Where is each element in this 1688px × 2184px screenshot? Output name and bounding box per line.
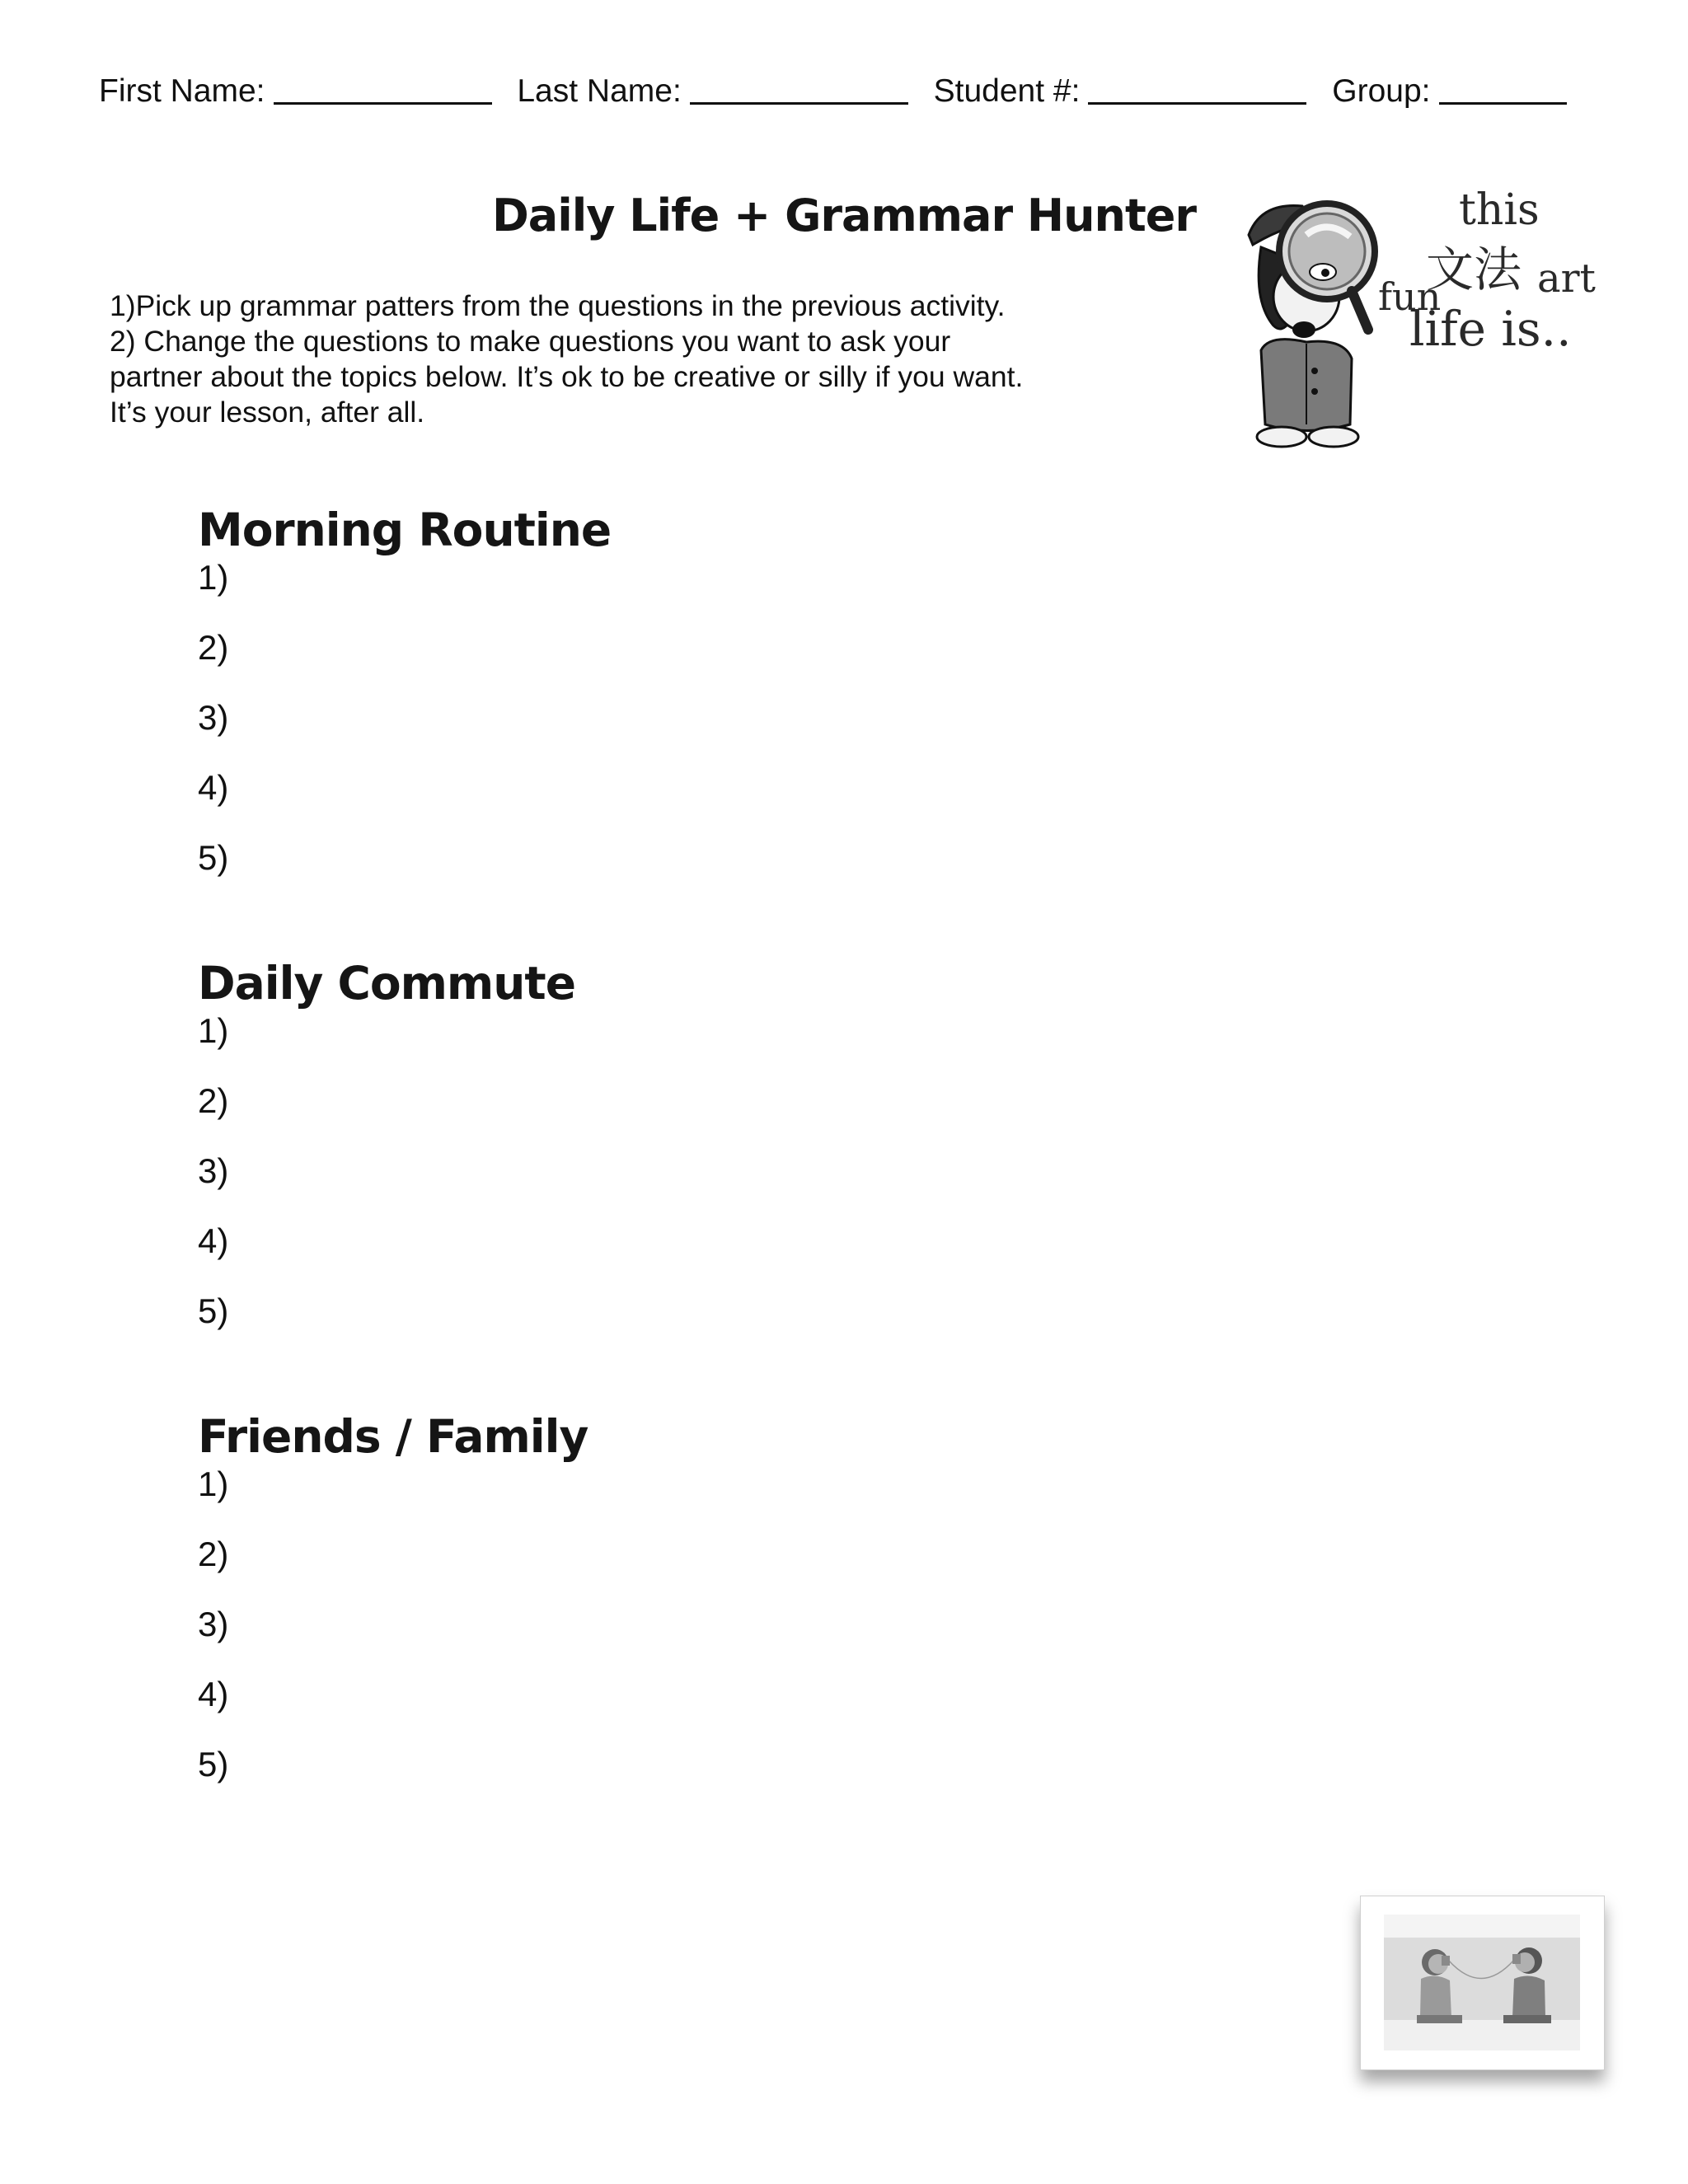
instructions [110,288,1181,430]
instruction-line: 2) Change the questions to make questions you want to ask your [110,325,951,358]
first-name-blank[interactable] [274,73,492,105]
student-number-blank[interactable] [1088,73,1306,105]
group-label: Group: [1332,73,1431,109]
question-item: 2) [198,1081,229,1120]
children-tin-can-phone-icon [1384,1915,1580,2050]
mascot-word-this: this [1459,185,1540,235]
section-title: Friends / Family [198,1410,588,1463]
question-item: 4) [198,768,229,807]
instruction-line: 1)Pick up grammar patters from the questions in the previous activity. [110,289,1006,322]
question-item: 1) [198,1465,229,1503]
mascot-word-art: art [1537,255,1596,302]
question-item: 5) [198,1745,229,1783]
detective-dog-icon [1228,185,1393,457]
section-daily-commute [198,956,575,1361]
question-item: 3) [198,1605,229,1643]
question-item: 1) [198,558,229,597]
first-name-field[interactable] [99,73,492,110]
page-title: Daily Life + Grammar Hunter [491,190,1197,241]
question-item: 5) [198,838,229,877]
section-friends-family [198,1409,588,1814]
student-info-row [99,73,1582,110]
last-name-blank[interactable] [690,73,908,105]
last-name-label: Last Name: [517,73,682,109]
question-item: 2) [198,628,229,667]
instruction-line: It’s your lesson, after all. [110,396,425,429]
tin-can-phone-photo [1384,1915,1580,2050]
question-item: 1) [198,1011,229,1050]
instruction-line: partner about the topics below. It’s ok to be creative or silly if you want. [110,360,1024,393]
question-item: 5) [198,1291,229,1330]
mascot-word-life: life is.. [1409,301,1572,357]
question-item: 4) [198,1675,229,1713]
group-blank[interactable] [1439,73,1567,105]
student-number-field[interactable] [934,73,1307,110]
question-item: 3) [198,698,229,737]
section-morning-routine [198,503,611,907]
mascot-word-fun: fun [1378,274,1442,319]
tin-can-phone-photo-frame [1360,1896,1605,2070]
question-item: 3) [198,1151,229,1190]
detective-dog-illustration [1228,185,1599,457]
mascot-word-kanji: 文法 [1426,241,1522,298]
group-field[interactable] [1332,73,1566,110]
last-name-field[interactable] [517,73,907,110]
section-title: Daily Commute [198,957,575,1010]
student-number-label: Student #: [933,73,1081,109]
question-item: 2) [198,1535,229,1573]
first-name-label: First Name: [99,73,265,109]
section-title: Morning Routine [198,504,612,556]
question-item: 4) [198,1221,229,1260]
